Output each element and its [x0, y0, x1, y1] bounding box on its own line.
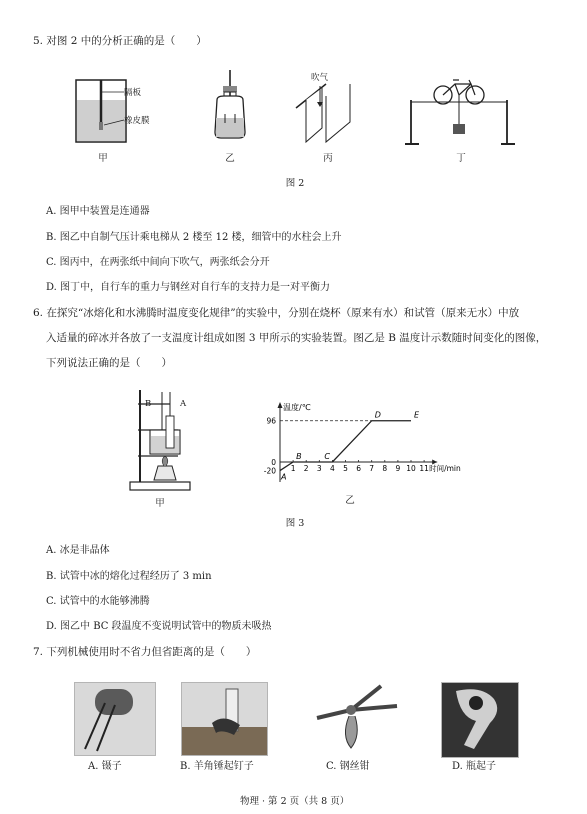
label-thermometer-b: B: [145, 399, 152, 409]
x-tick-label: 9: [395, 464, 401, 473]
wire-cutters-photo: [311, 680, 403, 754]
x-axis-label: 时间/min: [429, 464, 461, 473]
q6-option-b: B. 试管中冰的熔化过程经历了 3 min: [46, 571, 212, 582]
y-axis-arrow: [278, 402, 283, 408]
x-tick-label: 2: [303, 464, 309, 473]
tweezers-photo: [74, 682, 156, 756]
caption-yi-3: 乙: [345, 495, 355, 506]
label-thermometer-a: A: [180, 399, 187, 409]
q6-option-c: C. 试管中的水能够沸腾: [46, 596, 150, 607]
q5-option-a: A. 图甲中装置是连通器: [46, 206, 150, 217]
x-tick-label: 6: [356, 464, 361, 473]
x-tick-label: 5: [343, 464, 348, 473]
x-tick-label: 1: [290, 464, 296, 473]
x-tick-label: 11: [419, 464, 429, 473]
point-label-e: E: [414, 410, 420, 420]
q5-stem: 5. 对图 2 中的分析正确的是（ ）: [33, 35, 207, 47]
caption-yi: 乙: [225, 153, 235, 164]
figure-2-caption: 图 2: [285, 178, 305, 189]
figure-2-ding: [405, 78, 523, 156]
caption-ding: 丁: [456, 153, 466, 164]
y-tick-label: 0: [271, 458, 276, 467]
caption-bing: 丙: [323, 153, 333, 164]
x-tick-label: 4: [330, 464, 335, 473]
q5-option-b: B. 图乙中自制气压计乘电梯从 2 楼至 12 楼，细管中的水柱会上升: [46, 232, 342, 243]
caption-jia: 甲: [98, 153, 108, 164]
label-blow: 吹气: [311, 73, 329, 83]
q6-stem-line-2: 入适量的碎冰并各放了一支温度计组成如图 3 甲所示的实验装置。图乙是 B 温度计示数随时间变化的图像，: [46, 332, 547, 344]
point-label-b: B: [296, 452, 302, 461]
q5-option-d: D. 图丁中，自行车的重力与钢丝对自行车的支持力是一对平衡力: [46, 282, 331, 293]
temperature-time-chart: [250, 398, 465, 490]
y-axis-label: 温度/℃: [283, 403, 311, 412]
x-tick-label: 3: [316, 464, 322, 473]
q6-option-a: A. 冰是非晶体: [46, 545, 110, 556]
q5-option-c: C. 图丙中，在两张纸中间向下吹气，两张纸会分开: [46, 257, 270, 268]
q7-option-c: C. 钢丝钳: [326, 761, 370, 772]
q7-option-a: A. 镊子: [88, 761, 122, 772]
figure-3-caption: 图 3: [285, 518, 305, 529]
x-tick-label: 10: [406, 464, 416, 473]
label-rubber-film: 橡皮膜: [124, 116, 150, 126]
claw-hammer-photo: [181, 682, 268, 756]
figure-2-bing: [292, 80, 364, 148]
q6-option-d: D. 图乙中 BC 段温度不变说明试管中的物质未吸热: [46, 621, 272, 632]
page-footer: 物理 · 第 2 页（共 8 页）: [240, 796, 350, 807]
bottle-opener-photo: [441, 682, 519, 758]
y-tick-label: -20: [263, 466, 276, 476]
y-tick-label: 96: [266, 416, 276, 426]
q7-stem: 7. 下列机械使用时不省力但省距离的是（ ）: [33, 646, 257, 658]
figure-2-yi: [205, 68, 255, 152]
x-tick-label: 8: [382, 464, 388, 473]
q7-option-d: D. 瓶起子: [452, 761, 497, 772]
q6-stem-line-1: 6. 在探究“冰熔化和水沸腾时温度变化规律”的实验中，分别在烧杯（原来有水）和试管（原来无水）中放: [33, 307, 520, 319]
label-partition: 隔板: [124, 88, 142, 98]
x-tick-label: 7: [369, 464, 375, 473]
q7-option-b: B. 羊角锤起钉子: [180, 761, 254, 772]
point-label-c: C: [324, 452, 330, 461]
q6-stem-line-3: 下列说法正确的是（ ）: [46, 357, 172, 369]
point-label-a: A: [281, 472, 287, 482]
point-label-d: D: [374, 410, 381, 420]
caption-jia-3: 甲: [155, 498, 165, 509]
